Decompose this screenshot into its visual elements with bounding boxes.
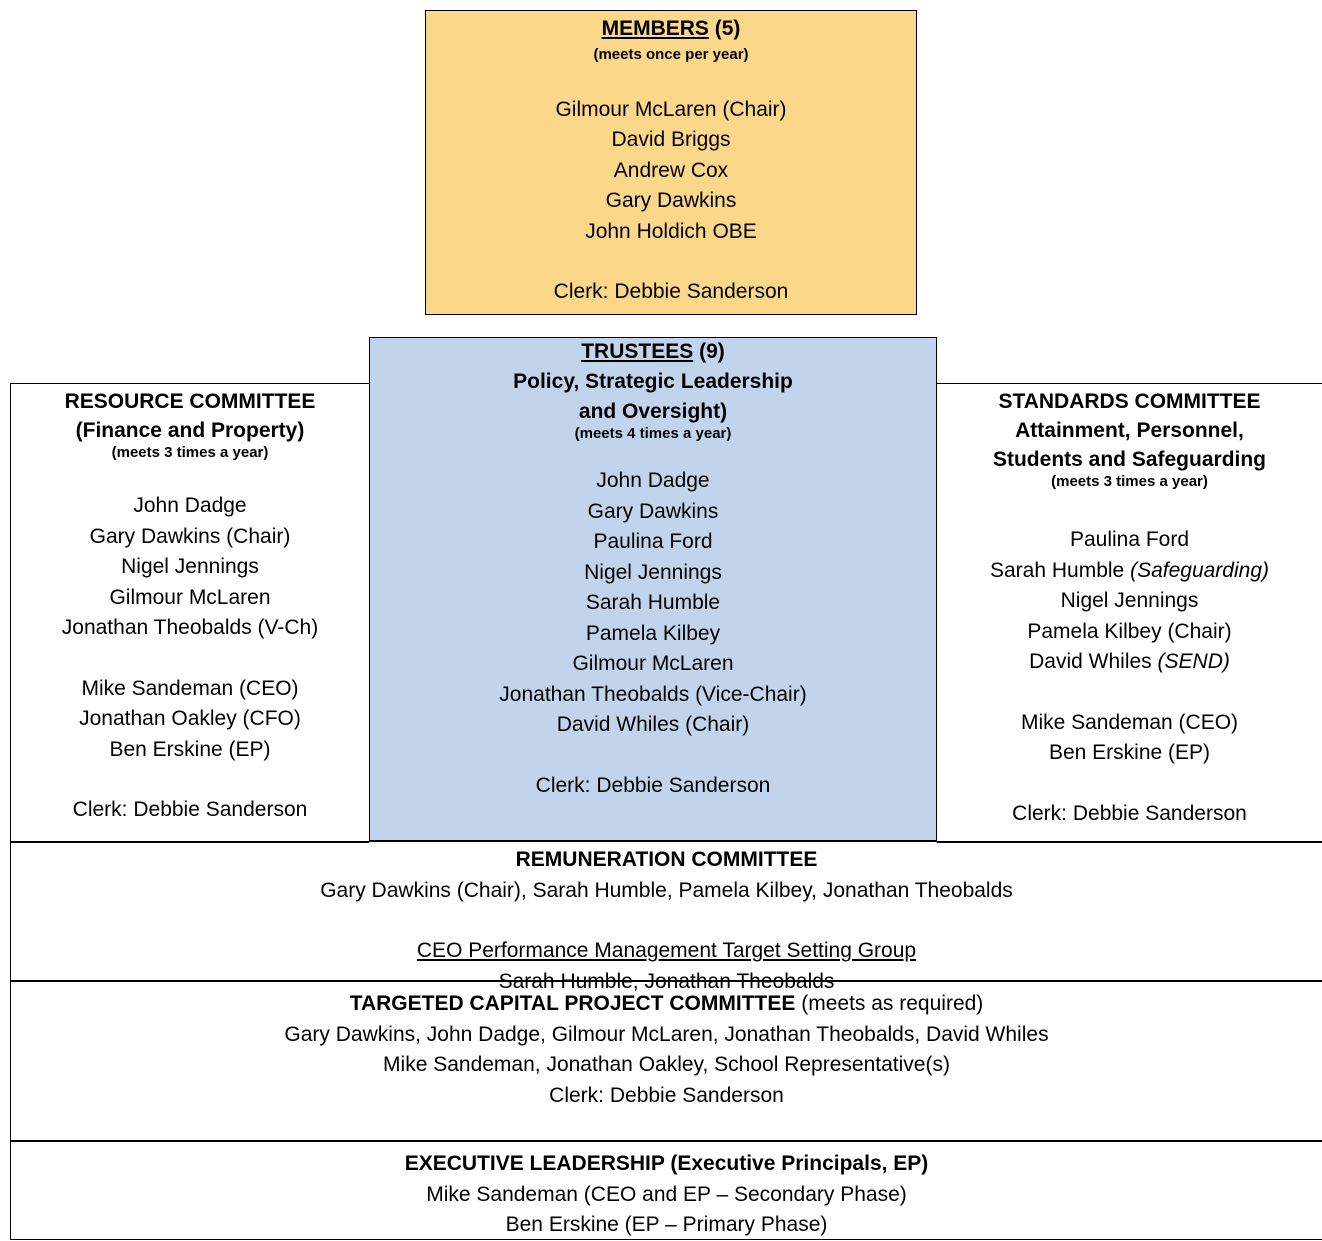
trustee-name: Nigel Jennings bbox=[584, 560, 722, 584]
remuneration-committee-title: REMUNERATION COMMITTEE bbox=[515, 848, 818, 871]
resource-member-name: Gary Dawkins (Chair) bbox=[89, 524, 291, 548]
standards-staff-name: Ben Erskine (EP) bbox=[1048, 741, 1211, 764]
standards-member-name-text: David Whiles bbox=[1029, 650, 1158, 673]
capital-committee-title: TARGETED CAPITAL PROJECT COMMITTEE bbox=[349, 992, 796, 1015]
members-clerk: Clerk: Debbie Sanderson bbox=[553, 280, 789, 303]
capital-committee-frequency: (meets as required) bbox=[795, 992, 984, 1015]
trustee-name: Gilmour McLaren bbox=[572, 652, 734, 675]
members-frequency: (meets once per year) bbox=[593, 45, 749, 63]
members-name: Gilmour McLaren (Chair) bbox=[555, 97, 787, 121]
standards-committee-subtitle: Attainment, Personnel, bbox=[1015, 419, 1244, 442]
trustee-name: David Whiles (Chair) bbox=[556, 713, 750, 736]
resource-staff-name: Ben Erskine (EP) bbox=[109, 737, 271, 761]
trustee-name: Jonathan Theobalds (Vice-Chair) bbox=[499, 682, 807, 706]
trustees-count: (9) bbox=[693, 340, 725, 363]
standards-committee-title: STANDARDS COMMITTEE bbox=[998, 390, 1261, 413]
standards-member-name: Nigel Jennings bbox=[1060, 589, 1199, 612]
standards-committee-box bbox=[937, 383, 1322, 843]
standards-committee-subtitle: Students and Safeguarding bbox=[992, 448, 1267, 471]
executive-leadership-member: Ben Erskine (EP – Primary Phase) bbox=[505, 1213, 828, 1236]
standards-member-name-text: Sarah Humble bbox=[990, 558, 1131, 582]
capital-committee-members: Gary Dawkins, John Dadge, Gilmour McLaren, Jonathan Theobalds, David Whiles bbox=[284, 1022, 1049, 1046]
trustee-name: Pamela Kilbey bbox=[585, 621, 721, 645]
trustee-name: Paulina Ford bbox=[593, 530, 713, 553]
resource-staff-name: Mike Sandeman (CEO) bbox=[81, 676, 299, 700]
trustee-name: John Dadge bbox=[596, 469, 710, 492]
capital-committee-clerk: Clerk: Debbie Sanderson bbox=[549, 1083, 784, 1107]
capital-committee-members: Mike Sandeman, Jonathan Oakley, School Representative(s) bbox=[383, 1053, 950, 1076]
trustees-heading bbox=[370, 340, 936, 364]
trustees-frequency: (meets 4 times a year) bbox=[574, 425, 732, 442]
standards-clerk: Clerk: Debbie Sanderson bbox=[1012, 801, 1247, 825]
standards-staff-name: Mike Sandeman (CEO) bbox=[1020, 710, 1239, 734]
resource-member-name: Jonathan Theobalds (V-Ch) bbox=[61, 616, 319, 639]
resource-committee-box bbox=[10, 383, 369, 843]
trustees-box bbox=[369, 337, 937, 841]
resource-clerk: Clerk: Debbie Sanderson bbox=[72, 798, 308, 821]
trustees-clerk: Clerk: Debbie Sanderson bbox=[535, 773, 771, 797]
resource-committee-title: RESOURCE COMMITTEE bbox=[64, 390, 316, 413]
standards-member-role: (Safeguarding) bbox=[1130, 558, 1269, 582]
members-count: (5) bbox=[708, 17, 741, 40]
standards-member-name: Pamela Kilbey (Chair) bbox=[1027, 619, 1232, 643]
members-name: David Briggs bbox=[611, 128, 731, 151]
resource-member-name: Nigel Jennings bbox=[121, 555, 259, 578]
resource-member-name: Gilmour McLaren bbox=[109, 585, 271, 609]
remuneration-committee-box bbox=[10, 841, 1322, 993]
standards-committee-frequency: (meets 3 times a year) bbox=[1051, 473, 1208, 490]
capital-committee-heading bbox=[11, 989, 1322, 1020]
trustees-subtitle: and Oversight) bbox=[578, 400, 728, 423]
remuneration-committee-members: Gary Dawkins (Chair), Sarah Humble, Pamela Kilbey, Jonathan Theobalds bbox=[320, 878, 1013, 902]
executive-leadership-title: EXECUTIVE LEADERSHIP (Executive Principals, EP) bbox=[404, 1152, 929, 1175]
executive-leadership-member: Mike Sandeman (CEO and EP – Secondary Phase) bbox=[426, 1182, 907, 1206]
members-box bbox=[425, 10, 917, 315]
trustee-name: Sarah Humble bbox=[585, 591, 721, 614]
executive-leadership-box bbox=[10, 1140, 1322, 1240]
trustees-subtitle: Policy, Strategic Leadership bbox=[513, 370, 793, 393]
ceo-target-group-title: CEO Performance Management Target Setting Group bbox=[416, 939, 917, 962]
members-name: Gary Dawkins bbox=[605, 189, 737, 212]
standards-member-name: Paulina Ford bbox=[1069, 528, 1190, 551]
trustees-title: TRUSTEES bbox=[581, 340, 694, 363]
resource-member-name: John Dadge bbox=[133, 494, 247, 517]
capital-project-committee-box bbox=[10, 980, 1322, 1142]
standards-member-name bbox=[937, 647, 1322, 678]
standards-member-name bbox=[937, 556, 1322, 587]
members-heading bbox=[426, 14, 916, 45]
trustee-name: Gary Dawkins bbox=[587, 499, 719, 523]
members-title: MEMBERS bbox=[601, 17, 709, 40]
members-name: Andrew Cox bbox=[613, 158, 729, 182]
resource-staff-name: Jonathan Oakley (CFO) bbox=[79, 707, 301, 730]
members-name: John Holdich OBE bbox=[585, 219, 757, 243]
resource-committee-subtitle: (Finance and Property) bbox=[75, 419, 305, 442]
standards-member-role: (SEND) bbox=[1157, 650, 1230, 673]
ceo-target-group-members: Sarah Humble, Jonathan Theobalds bbox=[498, 969, 835, 993]
resource-committee-frequency: (meets 3 times a year) bbox=[111, 444, 269, 461]
